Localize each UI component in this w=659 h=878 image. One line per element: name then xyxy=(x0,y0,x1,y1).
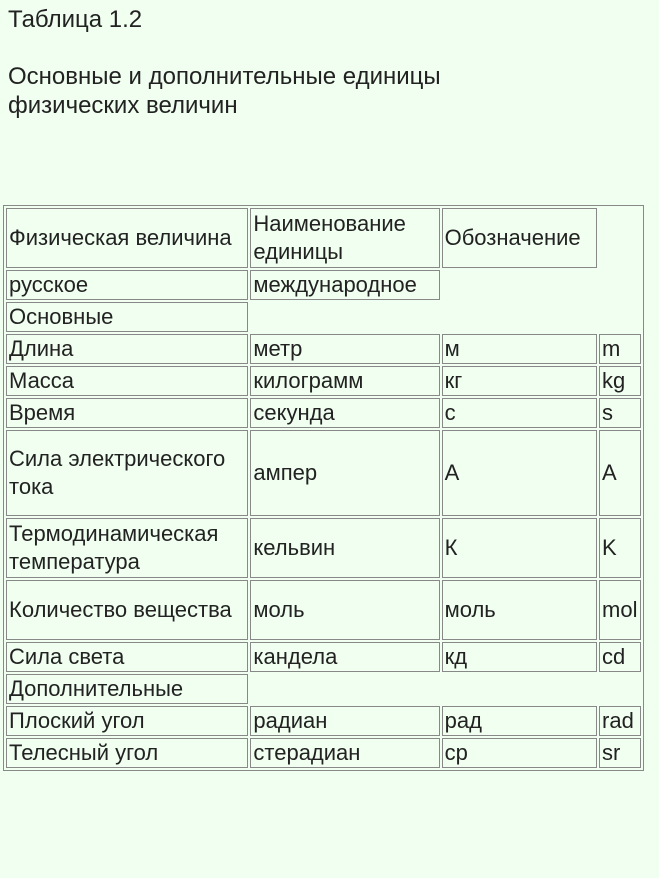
intl-symbol-cell: rad xyxy=(599,706,641,736)
quantity-cell: Сила света xyxy=(6,642,248,672)
intl-symbol-cell: A xyxy=(599,430,641,516)
quantity-cell: Количество вещества xyxy=(6,580,248,640)
quantity-cell: Масса xyxy=(6,366,248,396)
table-header-row xyxy=(6,208,641,268)
header-empty-cell xyxy=(599,208,641,268)
intl-symbol-cell: m xyxy=(599,334,641,364)
ru-symbol-cell: с xyxy=(442,398,597,428)
units-table xyxy=(3,205,644,771)
unit-cell: ампер xyxy=(250,430,439,516)
header-unit-name: Наименование единицы xyxy=(250,208,439,268)
quantity-cell: Термодинамическая температура xyxy=(6,518,248,578)
unit-cell: метр xyxy=(250,334,439,364)
header-quantity: Физическая величина xyxy=(6,208,248,268)
section-label-additional: Дополнительные xyxy=(6,674,248,704)
section-row-additional xyxy=(6,674,641,704)
table-row xyxy=(6,738,641,768)
unit-cell: радиан xyxy=(250,706,439,736)
unit-cell: кандела xyxy=(250,642,439,672)
ru-symbol-cell: м xyxy=(442,334,597,364)
table-row xyxy=(6,580,641,640)
intl-symbol-cell: cd xyxy=(599,642,641,672)
table-row xyxy=(6,366,641,396)
intl-symbol-cell: sr xyxy=(599,738,641,768)
unit-cell: килограмм xyxy=(250,366,439,396)
quantity-cell: Сила электрического тока xyxy=(6,430,248,516)
unit-cell: секунда xyxy=(250,398,439,428)
subheader-international: международное xyxy=(250,270,439,300)
table-caption: Таблица 1.2 xyxy=(8,6,143,33)
table-row xyxy=(6,642,641,672)
intl-symbol-cell: kg xyxy=(599,366,641,396)
ru-symbol-cell: К xyxy=(442,518,597,578)
table-row xyxy=(6,430,641,516)
intl-symbol-cell: K xyxy=(599,518,641,578)
ru-symbol-cell: ср xyxy=(442,738,597,768)
ru-symbol-cell: кг xyxy=(442,366,597,396)
ru-symbol-cell: рад xyxy=(442,706,597,736)
section-label-basic: Основные xyxy=(6,302,248,332)
section-row-basic xyxy=(6,302,641,332)
subheader-russian: русское xyxy=(6,270,248,300)
unit-cell: моль xyxy=(250,580,439,640)
table-row xyxy=(6,398,641,428)
ru-symbol-cell: моль xyxy=(442,580,597,640)
table-row xyxy=(6,518,641,578)
quantity-cell: Телесный угол xyxy=(6,738,248,768)
quantity-cell: Плоский угол xyxy=(6,706,248,736)
ru-symbol-cell: А xyxy=(442,430,597,516)
page-title: Основные и дополнительные единицы физических величин xyxy=(8,63,441,119)
header-designation: Обозначение xyxy=(442,208,597,268)
table-row xyxy=(6,334,641,364)
ru-symbol-cell: кд xyxy=(442,642,597,672)
intl-symbol-cell: mol xyxy=(599,580,641,640)
table-row xyxy=(6,706,641,736)
table-subheader-row xyxy=(6,270,641,300)
intl-symbol-cell: s xyxy=(599,398,641,428)
unit-cell: стерадиан xyxy=(250,738,439,768)
quantity-cell: Длина xyxy=(6,334,248,364)
quantity-cell: Время xyxy=(6,398,248,428)
unit-cell: кельвин xyxy=(250,518,439,578)
